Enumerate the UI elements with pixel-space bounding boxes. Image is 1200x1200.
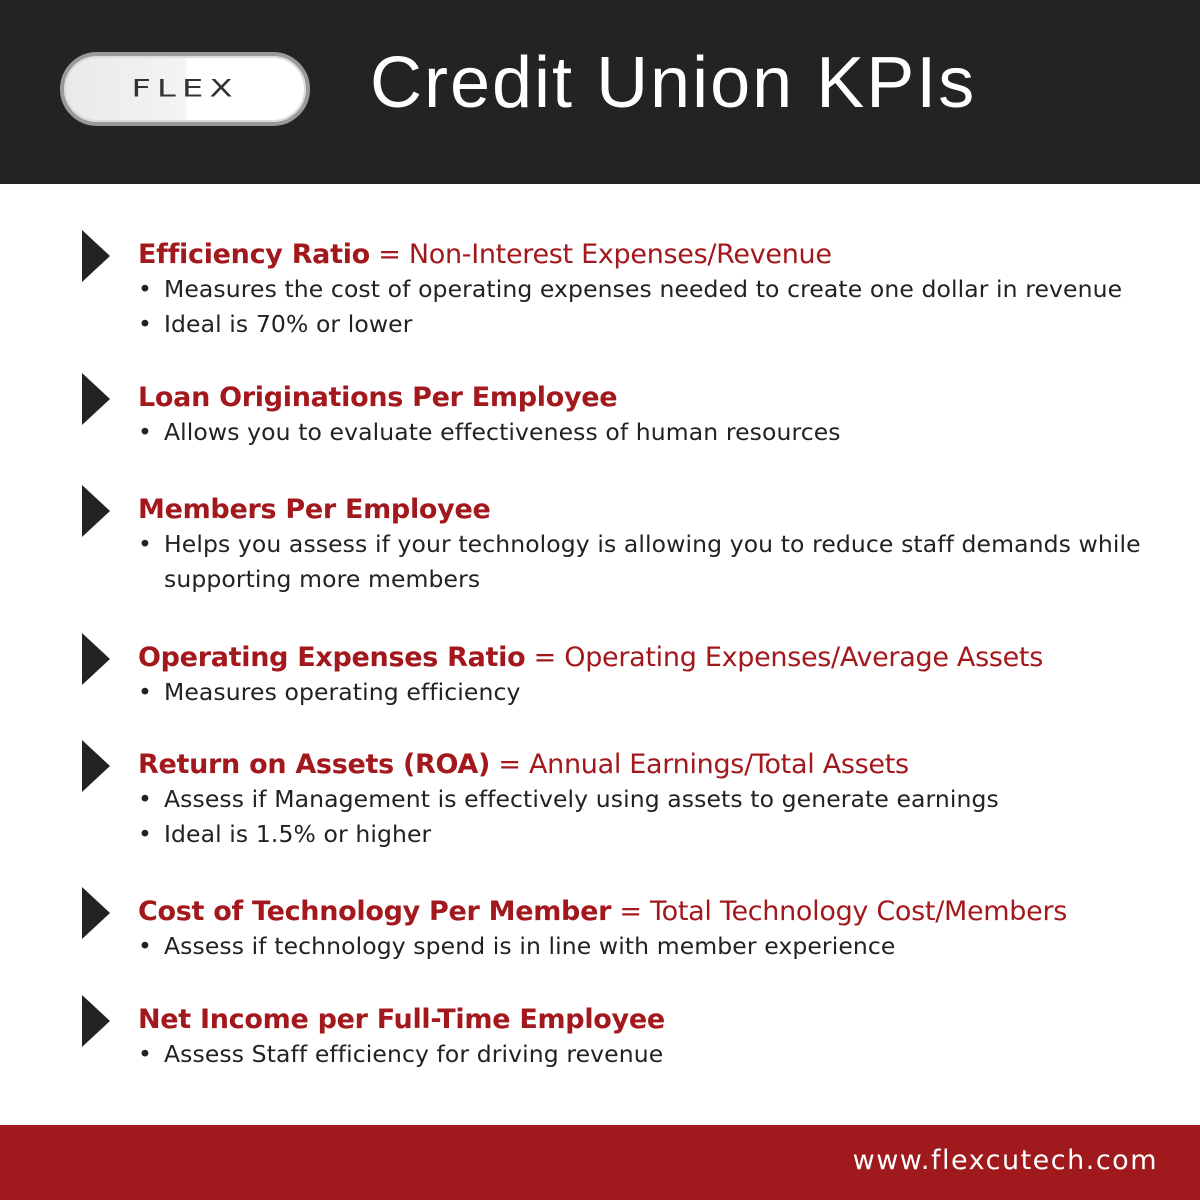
bullet-dot-icon: •	[138, 932, 152, 960]
kpi-name: Net Income per Full-Time Employee	[138, 1004, 665, 1035]
kpi-bullet	[138, 929, 1192, 964]
bullet-text: Measures the cost of operating expenses needed to create one dollar in revenue	[164, 275, 1123, 303]
kpi-bullet	[138, 307, 1192, 342]
kpi-bullet	[138, 272, 1192, 307]
bullet-dot-icon: •	[138, 418, 152, 446]
bullet-dot-icon: •	[138, 530, 152, 558]
kpi-heading	[138, 373, 1192, 415]
triangle-bullet-icon	[82, 373, 110, 425]
bullet-dot-icon: •	[138, 310, 152, 338]
kpi-name: Operating Expenses Ratio	[138, 642, 526, 673]
triangle-bullet-icon	[82, 887, 110, 939]
flex-logo	[60, 52, 310, 126]
bullet-dot-icon: •	[138, 785, 152, 813]
bullet-text: Helps you assess if your technology is allowing you to reduce staff demands while supporting more members	[164, 530, 1141, 593]
bullet-text: Allows you to evaluate effectiveness of human resources	[164, 418, 841, 446]
kpi-name: Return on Assets (ROA)	[138, 749, 491, 780]
triangle-bullet-icon	[82, 740, 110, 792]
kpi-name: Loan Originations Per Employee	[138, 382, 618, 413]
triangle-bullet-icon	[82, 485, 110, 537]
kpi-heading	[138, 485, 1192, 527]
triangle-bullet-icon	[82, 230, 110, 282]
bullet-text: Assess if Management is effectively using assets to generate earnings	[164, 785, 999, 813]
kpi-heading	[138, 633, 1192, 675]
bullet-dot-icon: •	[138, 678, 152, 706]
kpi-section	[82, 373, 1192, 450]
bullet-dot-icon: •	[138, 1040, 152, 1068]
page-title: Credit Union KPIs	[370, 43, 977, 123]
bullet-text: Ideal is 1.5% or higher	[164, 820, 432, 848]
website-link[interactable]: www.flexcutech.com	[852, 1145, 1158, 1176]
bullet-text: Measures operating efficiency	[164, 678, 521, 706]
kpi-section	[82, 887, 1192, 964]
bullet-text: Assess if technology spend is in line with member experience	[164, 932, 896, 960]
triangle-bullet-icon	[82, 995, 110, 1047]
kpi-section	[82, 230, 1192, 342]
kpi-bullet	[138, 415, 1192, 450]
triangle-bullet-icon	[82, 633, 110, 685]
kpi-formula: = Total Technology Cost/Members	[619, 896, 1068, 927]
bullet-dot-icon: •	[138, 275, 152, 303]
bullet-dot-icon: •	[138, 820, 152, 848]
kpi-heading	[138, 887, 1192, 929]
kpi-heading	[138, 995, 1192, 1037]
footer	[0, 1125, 1200, 1200]
kpi-formula: = Annual Earnings/Total Assets	[498, 749, 909, 780]
kpi-section	[82, 740, 1192, 852]
kpi-heading	[138, 230, 1192, 272]
kpi-section	[82, 995, 1192, 1072]
kpi-heading	[138, 740, 1192, 782]
kpi-section	[82, 485, 1192, 597]
bullet-text: Ideal is 70% or lower	[164, 310, 413, 338]
kpi-bullet	[138, 782, 1192, 817]
bullet-text: Assess Staff efficiency for driving revenue	[164, 1040, 664, 1068]
kpi-formula: = Operating Expenses/Average Assets	[533, 642, 1043, 673]
header	[0, 0, 1200, 184]
kpi-section	[82, 633, 1192, 710]
kpi-bullet	[138, 817, 1192, 852]
kpi-formula: = Non-Interest Expenses/Revenue	[378, 239, 832, 270]
logo-text: FLEX	[131, 75, 239, 103]
kpi-bullet	[138, 1037, 1192, 1072]
kpi-bullet	[138, 675, 1192, 710]
kpi-name: Efficiency Ratio	[138, 239, 370, 270]
kpi-name: Cost of Technology Per Member	[138, 896, 612, 927]
kpi-bullet	[138, 527, 1192, 597]
kpi-name: Members Per Employee	[138, 494, 491, 525]
